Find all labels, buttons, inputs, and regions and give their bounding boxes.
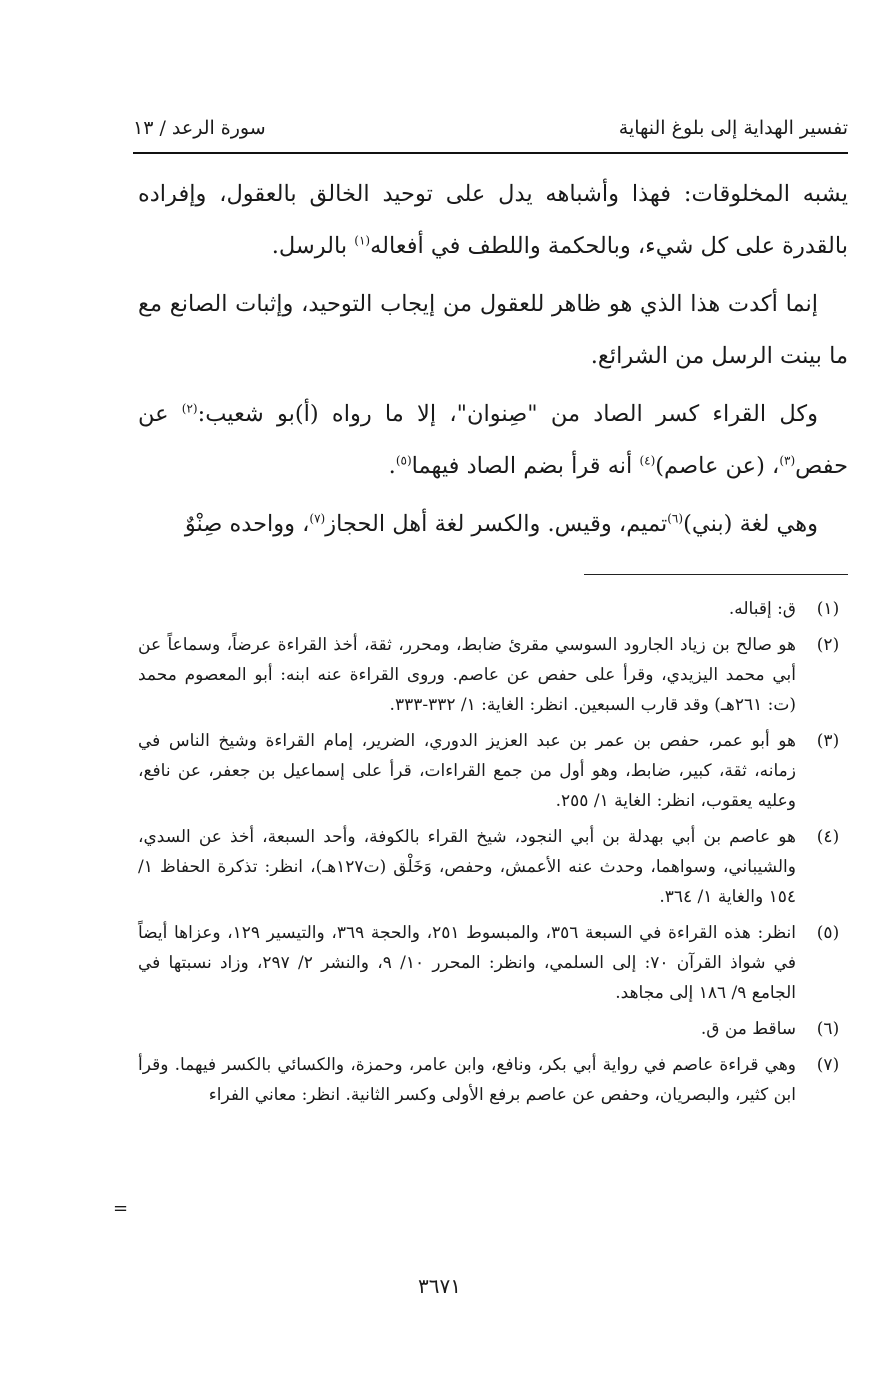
footnote-text: انظر: هذه القراءة في السبعة ٣٥٦، والمبسوط ٢٥١، والحجة ٣٦٩، والتيسير ١٢٩، وعزاها أيضاً في شواذ القرآن ٧٠: إلى السلمي، وانظر: المحرر ١٠/ ٩، والنشر ٢/ ٢٩٧، وزاد نسبتها في الجامع ٩/ ١٨٦ إلى مجاهد. xyxy=(138,923,796,1003)
page-number: ٣٦٧١ xyxy=(418,1274,461,1298)
paragraph-3: وكل القراء كسر الصاد من "صِنوان"، إلا ما رواه (أ)بو شعيب:$^{(٢)}$ عن حفص$^{(٣)}$، (عن عاصم)$^{(٤)}$ أنه قرأ بضم الصاد فيهما$^{(٥)}$. xyxy=(138,401,848,479)
footnote-item xyxy=(138,630,848,720)
footnote-text: هو صالح بن زياد الجارود السوسي مقرئ ضابط، ومحرر، ثقة، أخذ القراءة عرضاً، وسماعاً عن أبي محمد اليزيدي، وقرأ على حفص عن عاصم. وروى القراءة عنه ابنه: أبو المعصوم محمد (ت: ٢٦١هـ) وقد قارب السبعين. انظر: الغاية: ١/ ٣٣٢-٣٣٣. xyxy=(138,635,796,715)
footnote-number: (٦) xyxy=(816,1019,840,1039)
footnote-number: (٤) xyxy=(816,827,840,847)
footnote-number: (٥) xyxy=(816,923,840,943)
continuation-mark: = xyxy=(113,1198,129,1219)
footnote-separator xyxy=(584,574,848,575)
footnote-ref-2[interactable]: (٢) xyxy=(181,401,198,416)
footnote-item xyxy=(138,918,848,1008)
main-text xyxy=(138,168,848,556)
footnote-text: ق: إقباله. xyxy=(728,599,796,619)
footnote-item xyxy=(138,822,848,912)
footnote-text: هو أبو عمر، حفص بن عمر بن عبد العزيز الدوري، الضرير، إمام القراءة وشيخ الناس في زمانه، ثقة، كبير، ضابط، وهو أول من جمع القراءات، قرأ على إسماعيل بن جعفر، عن نافع، وعليه يعقوب، انظر: الغاية ١/ ٢٥٥. xyxy=(138,731,796,811)
footnote-item xyxy=(138,1014,848,1044)
paragraph-4: وهي لغة (بني)$^{(٦)}$تميم، وقيس. والكسر لغة أهل الحجاز$^{(٧)}$، وواحده صِنْوٌ xyxy=(184,511,818,537)
header-rule xyxy=(133,152,848,154)
footnote-item xyxy=(138,1050,848,1110)
book-title: تفسير الهداية إلى بلوغ النهاية xyxy=(618,117,848,139)
footnote-ref-6[interactable]: (٦) xyxy=(667,511,684,526)
footnote-number: (٢) xyxy=(816,635,840,655)
footnote-item xyxy=(138,594,848,624)
footnote-number: (١) xyxy=(816,599,840,619)
surah-label: سورة الرعد / ١٣ xyxy=(133,117,266,139)
footnote-ref-1[interactable]: (١) xyxy=(354,233,371,248)
paragraph-2: إنما أكدت هذا الذي هو ظاهر للعقول من إيجاب التوحيد، وإثبات الصانع مع ما بينت الرسل من الشرائع. xyxy=(138,291,848,369)
footnote-text: وهي قراءة عاصم في رواية أبي بكر، ونافع، وابن عامر، وحمزة، والكسائي بالكسر فيهما. وقرأ ابن كثير، والبصريان، وحفص عن عاصم برفع الأولى وكسر الثانية. انظر: معاني الفراء xyxy=(138,1055,796,1105)
footnote-text: ساقط من ق. xyxy=(700,1019,796,1039)
footnote-number: (٣) xyxy=(816,731,840,751)
footnote-ref-5[interactable]: (٥) xyxy=(395,453,412,468)
footnote-ref-4[interactable]: (٤) xyxy=(639,453,656,468)
footnote-number: (٧) xyxy=(816,1055,840,1075)
footnote-ref-7[interactable]: (٧) xyxy=(309,511,326,526)
running-header xyxy=(133,115,848,151)
paragraph-1: يشبه المخلوقات: فهذا وأشباهه يدل على توحيد الخالق بالعقول، وإفراده بالقدرة على كل شيء، وبالحكمة واللطف في أفعاله$^{(١)}$ بالرسل. xyxy=(138,181,848,259)
footnote-text: هو عاصم بن أبي بهدلة بن أبي النجود، شيخ القراء بالكوفة، وأحد السبعة، أخذ عن السدي، والشيباني، وسواهما، وحدث عنه الأعمش، وحفص، وَخَلْق (ت١٢٧هـ)، انظر: تذكرة الحفاظ ١/ ١٥٤ والغاية ١/ ٣٦٤. xyxy=(138,827,796,907)
footnotes xyxy=(138,594,848,1116)
footnote-ref-3[interactable]: (٣) xyxy=(779,453,796,468)
footnote-item xyxy=(138,726,848,816)
